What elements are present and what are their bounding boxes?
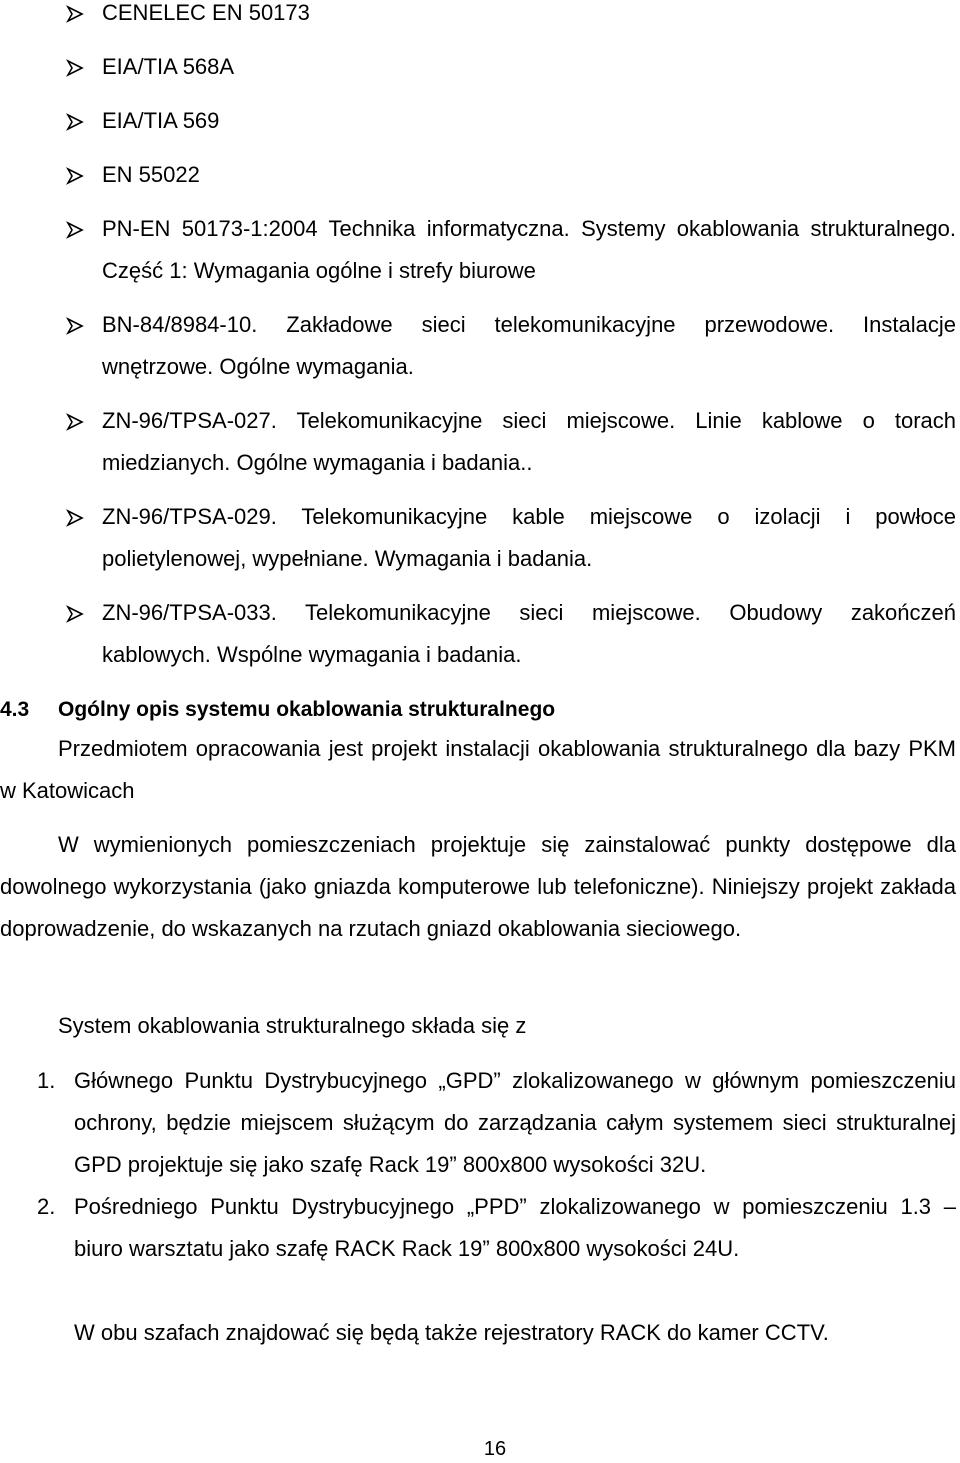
list-item	[0, 304, 960, 388]
standard-text: ZN-96/TPSA-027. Telekomunikacyjne sieci miejscowe. Linie kablowe o torach miedzianych. Ogólne wymagania i badania..	[102, 408, 956, 475]
list-item	[0, 100, 960, 142]
list-item	[0, 154, 960, 196]
list-item	[0, 208, 960, 292]
paragraph-text: Przedmiotem opracowania jest projekt instalacji okablowania strukturalnego dla bazy PKM w Katowicach	[0, 736, 956, 803]
standard-text: ZN-96/TPSA-029. Telekomunikacyjne kable miejscowe o izolacji i powłoce polietylenowej, wypełniane. Wymagania i badania.	[102, 504, 956, 571]
component-text: Pośredniego Punktu Dystrybucyjnego „PPD” zlokalizowanego w pomieszczeniu 1.3 – biuro warsztatu jako szafę RACK Rack 19” 800x800 wysokości 24U.	[74, 1194, 956, 1261]
arrow-bullet-icon	[66, 413, 84, 431]
standard-text: BN-84/8984-10. Zakładowe sieci telekomunikacyjne przewodowe. Instalacje wnętrzowe. Ogólne wymagania.	[102, 312, 956, 379]
standard-text: EIA/TIA 569	[102, 108, 220, 133]
standard-text: PN-EN 50173-1:2004 Technika informatyczna. Systemy okablowania strukturalnego. Część 1: Wymagania ogólne i strefy biurowe	[102, 216, 956, 283]
list-item	[0, 46, 960, 88]
list-item	[0, 1060, 960, 1186]
list-marker: 1.	[37, 1068, 56, 1093]
list-marker: 2.	[37, 1194, 56, 1219]
page-number: 16	[483, 1438, 507, 1460]
list-item	[0, 496, 960, 580]
list-item	[0, 1186, 960, 1270]
section-heading	[0, 692, 555, 728]
paragraph-text: W wymienionych pomieszczeniach projektuje się zainstalować punkty dostępowe dla dowolnego wykorzystania (jako gniazda komputerowe lub telefoniczne). Niniejszy projekt zakłada doprowadzenie, do wskazanych na rzutach gniazd okablowania sieciowego.	[0, 832, 956, 941]
section-number: 4.3	[0, 698, 30, 721]
list-item	[0, 400, 960, 484]
list-item	[0, 592, 960, 676]
standard-text: EN 55022	[102, 162, 200, 187]
arrow-bullet-icon	[66, 221, 84, 239]
arrow-bullet-icon	[66, 5, 84, 23]
arrow-bullet-icon	[66, 509, 84, 527]
standard-text: ZN-96/TPSA-033. Telekomunikacyjne sieci miejscowe. Obudowy zakończeń kablowych. Wspólne wymagania i badania.	[102, 600, 956, 667]
paragraph-text: System okablowania strukturalnego składa się z	[58, 1013, 527, 1038]
paragraph-intro	[0, 728, 956, 812]
arrow-bullet-icon	[66, 113, 84, 131]
section-title: Ogólny opis systemu okablowania strukturalnego	[58, 698, 556, 721]
components-list	[0, 1060, 960, 1270]
cctv-note: W obu szafach znajdować się będą także rejestratory RACK do kamer CCTV.	[74, 1320, 829, 1345]
paragraph-system	[0, 1005, 956, 1047]
arrow-bullet-icon	[66, 167, 84, 185]
arrow-bullet-icon	[66, 605, 84, 623]
arrow-bullet-icon	[66, 59, 84, 77]
list-item	[0, 0, 960, 34]
paragraph-access-points	[0, 824, 956, 950]
standards-list	[0, 0, 960, 667]
standard-text: CENELEC EN 50173	[102, 0, 310, 25]
arrow-bullet-icon	[66, 317, 84, 335]
standard-text: EIA/TIA 568A	[102, 54, 235, 79]
component-text: Głównego Punktu Dystrybucyjnego „GPD” zlokalizowanego w głównym pomieszczeniu ochrony, będzie miejscem służącym do zarządzania całym systemem sieci strukturalnej GPD projektuje się jako szafę Rack 19” 800x800 wysokości 32U.	[74, 1068, 956, 1177]
